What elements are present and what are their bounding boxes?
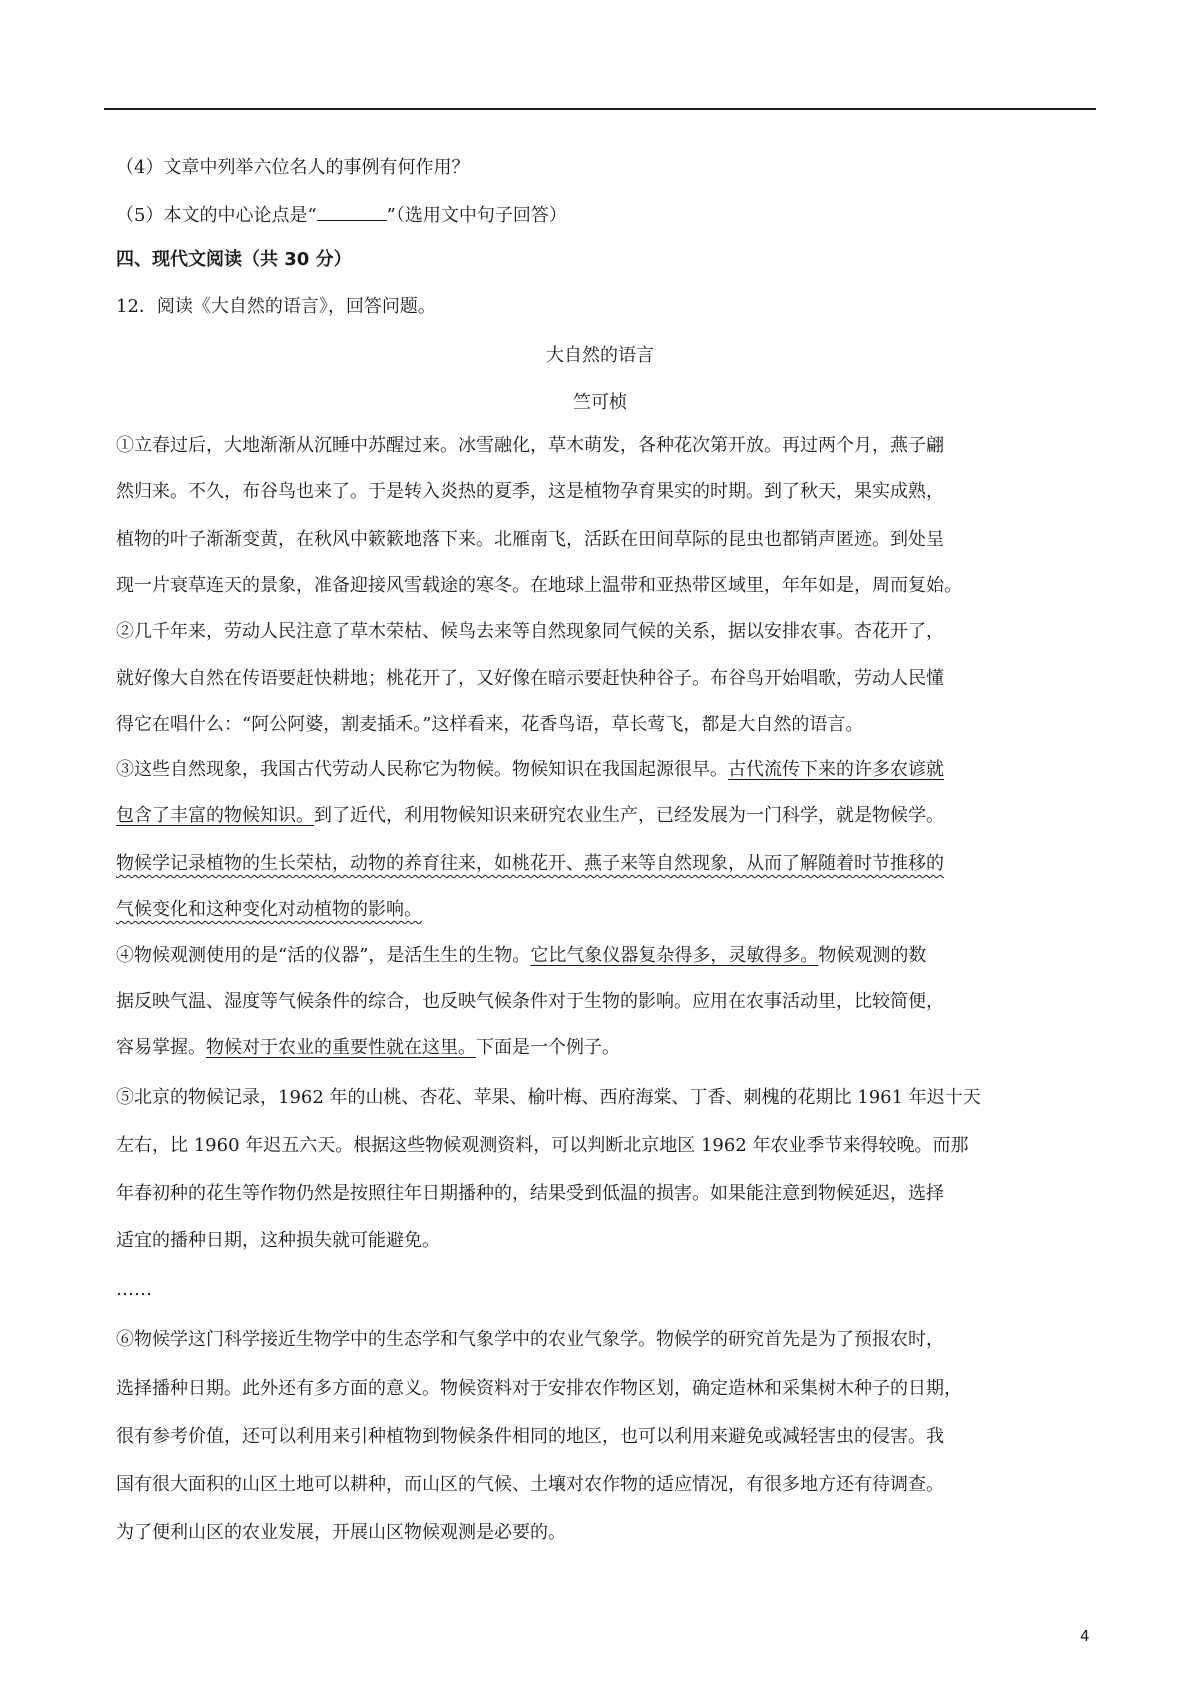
answer-blank bbox=[317, 202, 387, 221]
paragraph-3-line-4 bbox=[116, 898, 422, 922]
header-rule bbox=[104, 108, 1096, 110]
paragraph-6-line-2: 选择播种日期。此外还有多方面的意义。物候资料对于安排农作物区划，确定造林和采集树木种子的日期， bbox=[116, 1378, 962, 1399]
article-title: 大自然的语言 bbox=[546, 345, 654, 366]
page-number: 4 bbox=[1080, 1627, 1090, 1645]
paragraph-3-line-3 bbox=[116, 852, 944, 876]
underlined-sentence: 它比气象仪器复杂得多，灵敏得多。 bbox=[530, 945, 819, 966]
paragraph-1-line-4: 现一片衰草连天的景象，准备迎接风雪载途的寒冬。在地球上温带和亚热带区域里，年年如是，周而复始。 bbox=[116, 575, 962, 596]
paragraph-1-line-3: 植物的叶子渐渐变黄，在秋风中簌簌地落下来。北雁南飞，活跃在田间草际的昆虫也都销声匿迹。到处呈 bbox=[116, 529, 944, 550]
paragraph-1-line-2: 然归来。不久，布谷鸟也来了。于是转入炎热的夏季，这是植物孕育果实的时期。到了秋天，果实成熟， bbox=[116, 481, 944, 502]
paragraph-3-line-1 bbox=[116, 758, 944, 782]
paragraph-5-line-2: 左右，比 1960 年迟五六天。根据这些物候观测资料，可以判断北京地区 1962 年农业季节来得较晚。而那 bbox=[116, 1135, 969, 1156]
paragraph-6-line-5: 为了便利山区的农业发展，开展山区物候观测是必要的。 bbox=[116, 1522, 566, 1543]
paragraph-3-text: ③这些自然现象，我国古代劳动人民称它为物候。物候知识在我国起源很早。 bbox=[116, 759, 728, 780]
wavy-underlined-sentence: 气候变化和这种变化对动植物的影响。 bbox=[116, 899, 422, 920]
paragraph-5-line-3: 年春初种的花生等作物仍然是按照往年日期播种的，结果受到低温的损害。如果能注意到物候延迟，选择 bbox=[116, 1183, 944, 1204]
paragraph-1-line-1: ①立春过后，大地渐渐从沉睡中苏醒过来。冰雪融化，草木萌发，各种花次第开放。再过两个月，燕子翩 bbox=[116, 435, 944, 456]
wavy-underlined-sentence: 物候学记录植物的生长荣枯，动物的养育往来，如桃花开、燕子来等自然现象，从而了解随着时节推移的 bbox=[116, 853, 944, 874]
ellipsis: …… bbox=[116, 1279, 152, 1300]
paragraph-4-text: 下面是一个例子。 bbox=[476, 1037, 620, 1058]
paragraph-4-line-2: 据反映气温、湿度等气候条件的综合，也反映气候条件对于生物的影响。应用在农事活动里，比较简便， bbox=[116, 991, 944, 1012]
question-5-prefix: （5）本文的中心论点是“ bbox=[116, 205, 317, 226]
article-author: 竺可桢 bbox=[573, 392, 627, 413]
paragraph-4-text: ④物候观测使用的是“活的仪器”，是活生生的生物。 bbox=[116, 945, 531, 966]
paragraph-6-line-3: 很有参考价值，还可以利用来引种植物到物候条件相同的地区，也可以利用来避免或减轻害虫的侵害。我 bbox=[116, 1426, 944, 1447]
question-5-suffix: ”（选用文中句子回答） bbox=[386, 205, 567, 226]
paragraph-2-line-3: 得它在唱什么：“阿公阿婆，割麦插禾。”这样看来，花香鸟语，草长莺飞，都是大自然的语言。 bbox=[116, 714, 864, 735]
paragraph-4-line-1 bbox=[116, 944, 926, 968]
paragraph-5-line-1: ⑤北京的物候记录，1962 年的山桃、杏花、苹果、榆叶梅、西府海棠、丁香、刺槐的花期比 1961 年迟十天 bbox=[116, 1087, 981, 1108]
paragraph-4-text: 容易掌握。 bbox=[116, 1037, 206, 1058]
paragraph-6-line-4: 国有很大面积的山区土地可以耕种，而山区的气候、土壤对农作物的适应情况，有很多地方还有待调查。 bbox=[116, 1474, 944, 1495]
underlined-sentence: 古代流传下来的许多农谚就 bbox=[728, 759, 944, 780]
paragraph-2-line-1: ②几千年来，劳动人民注意了草木荣枯、候鸟去来等自然现象同气候的关系，据以安排农事。杏花开了， bbox=[116, 621, 944, 642]
section-heading: 四、现代文阅读（共 30 分） bbox=[116, 249, 352, 270]
paragraph-4-text: 物候观测的数 bbox=[818, 945, 927, 966]
paragraph-3-text: 到了近代，利用物候知识来研究农业生产，已经发展为一门科学，就是物候学。 bbox=[314, 805, 944, 826]
underlined-sentence: 物候对于农业的重要性就在这里。 bbox=[206, 1037, 476, 1058]
underlined-sentence: 包含了丰富的物候知识。 bbox=[116, 805, 314, 826]
paragraph-5-line-4: 适宜的播种日期，这种损失就可能避免。 bbox=[116, 1230, 440, 1251]
paragraph-6-line-1: ⑥物候学这门科学接近生物学中的生态学和气象学中的农业气象学。物候学的研究首先是为了预报农时， bbox=[116, 1329, 944, 1350]
paragraph-3-line-2 bbox=[116, 804, 944, 828]
paragraph-2-line-2: 就好像大自然在传语要赶快耕地；桃花开了，又好像在暗示要赶快种谷子。布谷鸟开始唱歌，劳动人民懂 bbox=[116, 668, 944, 689]
question-5 bbox=[116, 202, 567, 228]
paragraph-4-line-3 bbox=[116, 1036, 620, 1060]
question-4: （4）文章中列举六位名人的事例有何作用？ bbox=[116, 157, 470, 178]
question-12-instruction: 12．阅读《大自然的语言》，回答问题。 bbox=[116, 296, 436, 317]
